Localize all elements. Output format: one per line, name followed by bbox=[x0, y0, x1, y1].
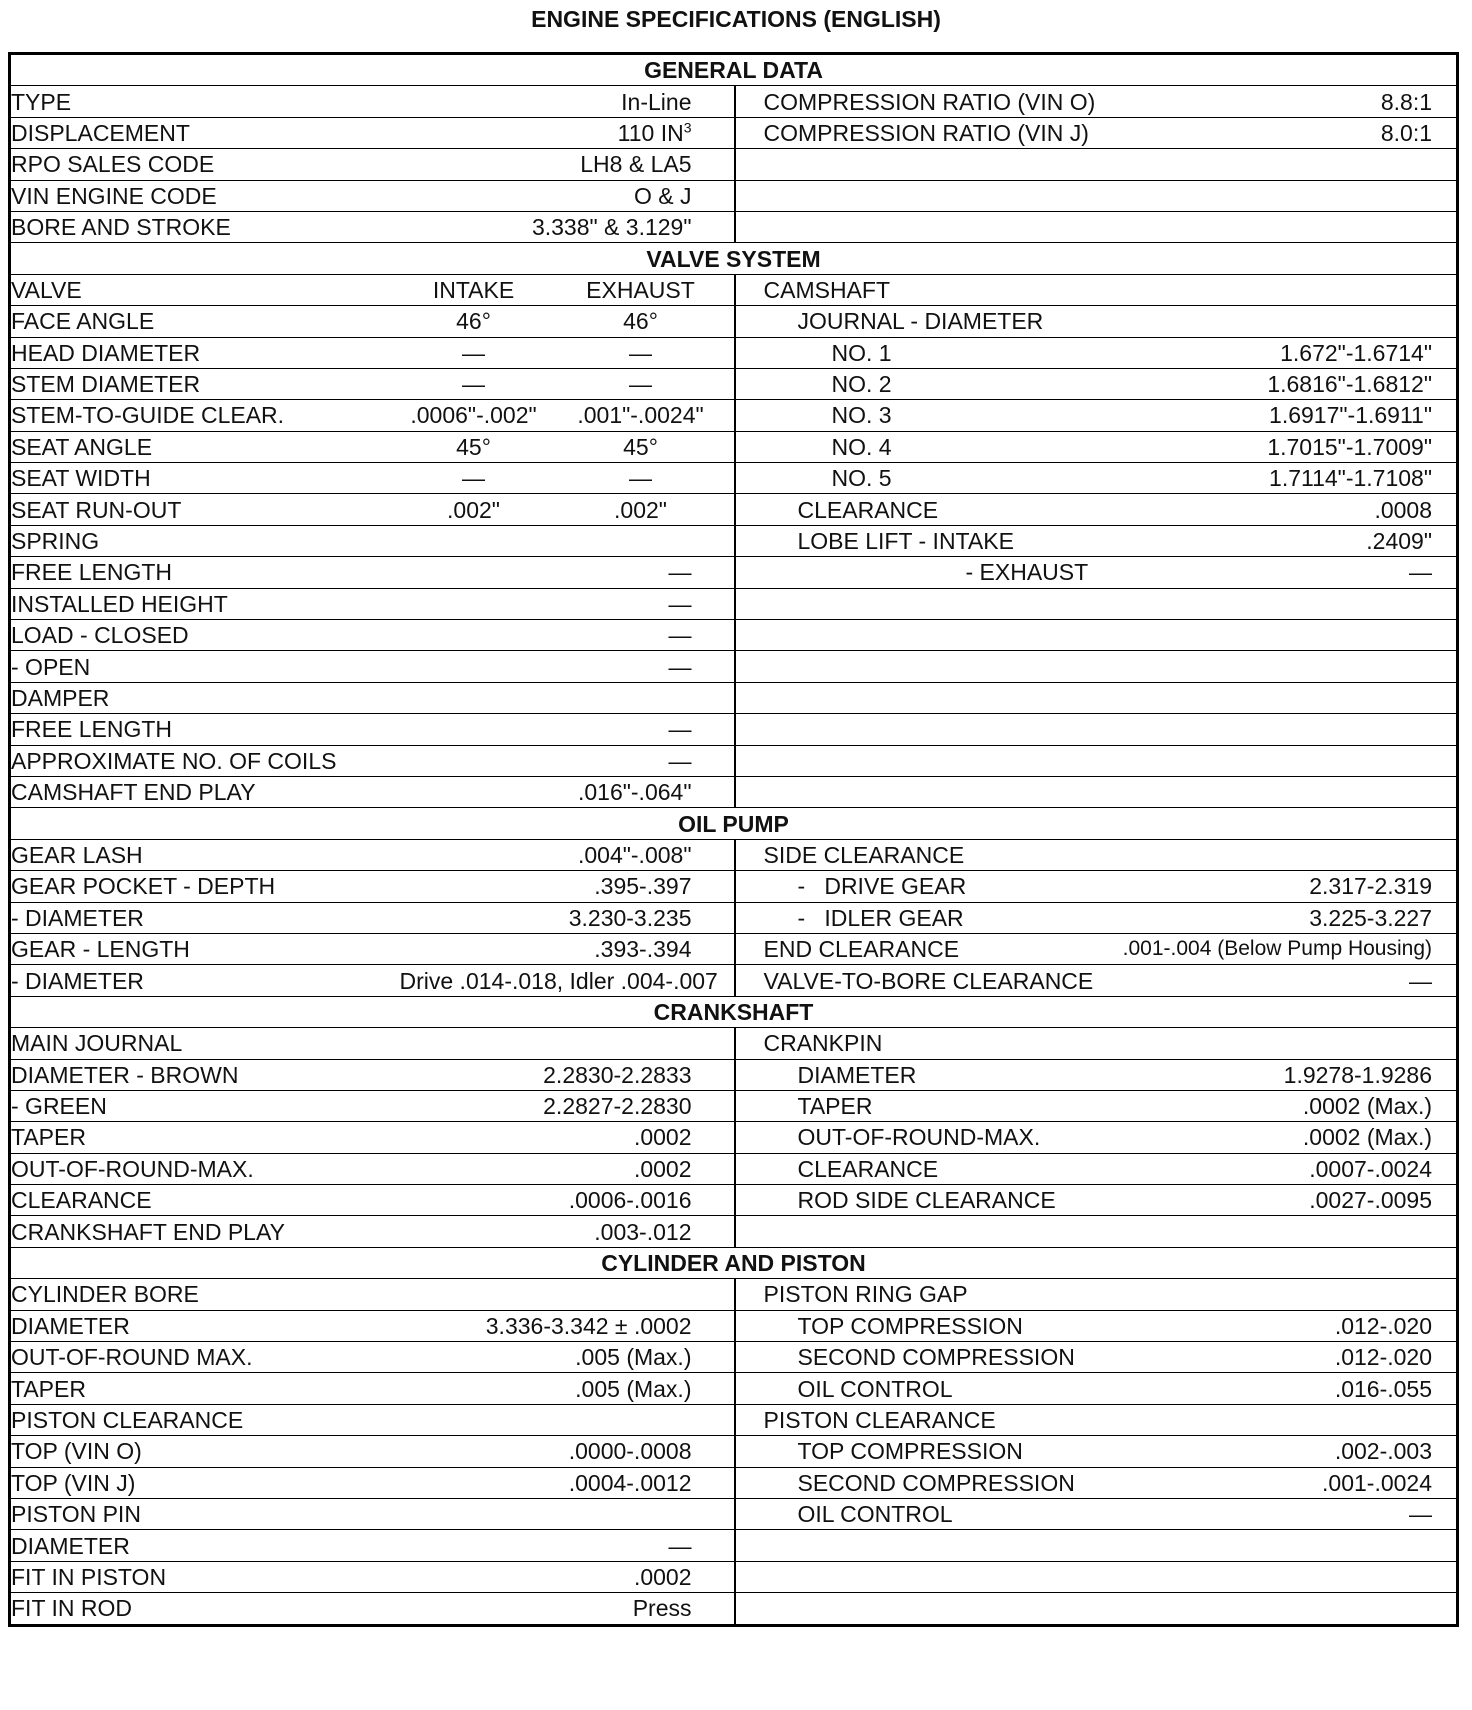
section-header-cylinder bbox=[10, 1247, 1458, 1278]
section-header-oil-pump bbox=[10, 808, 1458, 839]
row-value: .016"-.064" bbox=[400, 776, 735, 807]
row-label: FIT IN PISTON bbox=[10, 1561, 400, 1592]
row-label: OUT-OF-ROUND-MAX. bbox=[797, 1124, 1041, 1151]
intake-value: 45° bbox=[400, 431, 548, 462]
exhaust-value: — bbox=[548, 463, 735, 494]
table-row bbox=[10, 211, 1458, 242]
row-label: ROD SIDE CLEARANCE bbox=[797, 1187, 1056, 1214]
right-cell bbox=[735, 1028, 1458, 1059]
table-row bbox=[10, 149, 1458, 180]
row-value: — bbox=[400, 745, 735, 776]
row-label: SIDE CLEARANCE bbox=[763, 841, 965, 868]
row-value: .0027-.0095 bbox=[1309, 1187, 1433, 1214]
row-label: BORE AND STROKE bbox=[10, 211, 400, 242]
row-label: FREE LENGTH bbox=[10, 557, 400, 588]
exhaust-value: — bbox=[548, 368, 735, 399]
row-label: OIL CONTROL bbox=[797, 1501, 953, 1528]
row-value: 3.225-3.227 bbox=[1309, 904, 1433, 931]
column-header-exhaust: EXHAUST bbox=[548, 274, 735, 305]
table-row bbox=[10, 1216, 1458, 1247]
right-cell bbox=[735, 494, 1458, 525]
row-label: JOURNAL - DIAMETER bbox=[797, 308, 1044, 335]
right-cell bbox=[735, 1373, 1458, 1404]
right-cell bbox=[735, 337, 1458, 368]
row-value: 3.336-3.342 ± .0002 bbox=[400, 1310, 735, 1341]
table-row bbox=[10, 620, 1458, 651]
row-value: 8.8:1 bbox=[1380, 88, 1433, 115]
row-label: CLEARANCE bbox=[10, 1185, 400, 1216]
row-label: TAPER bbox=[797, 1093, 873, 1120]
row-value: 3.230-3.235 bbox=[400, 902, 735, 933]
page-title: ENGINE SPECIFICATIONS (ENGLISH) bbox=[531, 6, 941, 32]
row-label: SEAT WIDTH bbox=[10, 463, 400, 494]
row-label: MAIN JOURNAL bbox=[10, 1028, 400, 1059]
empty-cell bbox=[735, 149, 1458, 180]
row-value: 1.6917"-1.6911" bbox=[1269, 402, 1433, 429]
unit-superscript: 3 bbox=[683, 119, 692, 136]
row-label: - IDLER GEAR bbox=[797, 904, 964, 931]
row-label: FACE ANGLE bbox=[10, 306, 400, 337]
row-label: SECOND COMPRESSION bbox=[797, 1344, 1075, 1371]
table-row bbox=[10, 902, 1458, 933]
section-title: CRANKSHAFT bbox=[10, 996, 1458, 1027]
table-row bbox=[10, 1153, 1458, 1184]
row-label: CLEARANCE bbox=[797, 496, 939, 523]
row-label: CAMSHAFT END PLAY bbox=[10, 776, 400, 807]
row-label: HEAD DIAMETER bbox=[10, 337, 400, 368]
row-label: - GREEN bbox=[10, 1090, 400, 1121]
table-row bbox=[10, 1310, 1458, 1341]
row-label: OUT-OF-ROUND-MAX. bbox=[10, 1153, 400, 1184]
right-cell bbox=[735, 1436, 1458, 1467]
row-label: DIAMETER bbox=[797, 1061, 917, 1088]
row-label: CRANKSHAFT END PLAY bbox=[10, 1216, 400, 1247]
row-value: .003-.012 bbox=[400, 1216, 735, 1247]
table-row bbox=[10, 1090, 1458, 1121]
row-label: RPO SALES CODE bbox=[10, 149, 400, 180]
table-row bbox=[10, 1342, 1458, 1373]
row-value: O & J bbox=[400, 180, 735, 211]
row-label: CAMSHAFT bbox=[763, 276, 890, 303]
row-label: - OPEN bbox=[10, 651, 400, 682]
row-label: GEAR POCKET - DEPTH bbox=[10, 871, 400, 902]
row-value: — bbox=[1409, 967, 1433, 994]
empty-cell bbox=[735, 651, 1458, 682]
row-value: .005 (Max.) bbox=[400, 1342, 735, 1373]
right-cell bbox=[735, 1059, 1458, 1090]
row-value: 1.7114"-1.7108" bbox=[1269, 465, 1433, 492]
empty-cell bbox=[735, 1561, 1458, 1592]
right-cell bbox=[735, 117, 1458, 148]
row-label: OIL CONTROL bbox=[797, 1375, 953, 1402]
right-cell bbox=[735, 1467, 1458, 1498]
row-label: TOP COMPRESSION bbox=[797, 1312, 1023, 1339]
table-row bbox=[10, 400, 1458, 431]
row-value: .0002 bbox=[400, 1122, 735, 1153]
table-row bbox=[10, 776, 1458, 807]
row-value: .0000-.0008 bbox=[400, 1436, 735, 1467]
row-value: .0002 bbox=[400, 1561, 735, 1592]
table-row bbox=[10, 525, 1458, 556]
row-value: — bbox=[400, 714, 735, 745]
row-label: NO. 5 bbox=[831, 465, 892, 492]
right-cell bbox=[735, 871, 1458, 902]
row-label: DIAMETER bbox=[10, 1310, 400, 1341]
section-title: GENERAL DATA bbox=[10, 54, 1458, 86]
table-row bbox=[10, 1530, 1458, 1561]
right-cell bbox=[735, 1498, 1458, 1529]
right-cell bbox=[735, 1279, 1458, 1310]
row-value: .002-.003 bbox=[1334, 1438, 1433, 1465]
right-cell bbox=[735, 400, 1458, 431]
row-value: Press bbox=[400, 1593, 735, 1625]
exhaust-value: .002" bbox=[548, 494, 735, 525]
row-label: CYLINDER BORE bbox=[10, 1279, 400, 1310]
table-row bbox=[10, 1436, 1458, 1467]
row-label: DIAMETER bbox=[10, 1530, 400, 1561]
table-row bbox=[10, 180, 1458, 211]
table-row bbox=[10, 1028, 1458, 1059]
row-value: In-Line bbox=[400, 86, 735, 117]
right-cell bbox=[735, 1153, 1458, 1184]
right-cell bbox=[735, 839, 1458, 870]
right-cell bbox=[735, 431, 1458, 462]
empty-cell bbox=[735, 620, 1458, 651]
row-label: SEAT RUN-OUT bbox=[10, 494, 400, 525]
row-value: 2.317-2.319 bbox=[1309, 873, 1433, 900]
table-row bbox=[10, 965, 1458, 996]
row-value: .005 (Max.) bbox=[400, 1373, 735, 1404]
row-label: - DIAMETER bbox=[10, 965, 400, 996]
intake-value: 46° bbox=[400, 306, 548, 337]
right-cell bbox=[735, 1342, 1458, 1373]
table-row bbox=[10, 1498, 1458, 1529]
row-label: - DRIVE GEAR bbox=[797, 873, 967, 900]
row-value: .012-.020 bbox=[1334, 1312, 1433, 1339]
row-label: - DIAMETER bbox=[10, 902, 400, 933]
exhaust-value: 45° bbox=[548, 431, 735, 462]
row-label: TOP COMPRESSION bbox=[797, 1438, 1023, 1465]
row-label: LOAD - CLOSED bbox=[10, 620, 400, 651]
row-value: 1.672"-1.6714" bbox=[1280, 339, 1433, 366]
table-row bbox=[10, 1185, 1458, 1216]
row-label: TOP (VIN J) bbox=[10, 1467, 400, 1498]
table-row bbox=[10, 463, 1458, 494]
row-value: .012-.020 bbox=[1334, 1344, 1433, 1371]
row-value: 1.6816"-1.6812" bbox=[1267, 371, 1433, 398]
row-value: .0002 (Max.) bbox=[1302, 1124, 1433, 1151]
intake-value: — bbox=[400, 337, 548, 368]
table-row bbox=[10, 1467, 1458, 1498]
table-row bbox=[10, 431, 1458, 462]
row-label: CRANKPIN bbox=[763, 1030, 883, 1057]
table-row bbox=[10, 871, 1458, 902]
row-label: FREE LENGTH bbox=[10, 714, 400, 745]
row-value: .0008 bbox=[1374, 496, 1433, 523]
row-value: 1.7015"-1.7009" bbox=[1267, 433, 1433, 460]
row-label: DAMPER bbox=[10, 682, 400, 713]
row-label: NO. 3 bbox=[831, 402, 892, 429]
row-value: .393-.394 bbox=[400, 933, 735, 964]
table-row bbox=[10, 306, 1458, 337]
row-value: — bbox=[400, 588, 735, 619]
row-label: - EXHAUST bbox=[965, 559, 1089, 586]
table-row bbox=[10, 1593, 1458, 1625]
right-cell bbox=[735, 1122, 1458, 1153]
table-row bbox=[10, 337, 1458, 368]
row-value: 1.9278-1.9286 bbox=[1283, 1061, 1433, 1088]
row-value: .395-.397 bbox=[400, 871, 735, 902]
row-value: Drive .014-.018, Idler .004-.007 bbox=[400, 965, 735, 996]
table-row bbox=[10, 86, 1458, 117]
table-row bbox=[10, 588, 1458, 619]
section-title: VALVE SYSTEM bbox=[10, 243, 1458, 274]
row-value: .016-.055 bbox=[1334, 1375, 1433, 1402]
table-row bbox=[10, 1122, 1458, 1153]
empty-cell bbox=[735, 714, 1458, 745]
row-value: — bbox=[400, 620, 735, 651]
row-value: .2409" bbox=[1366, 528, 1433, 555]
right-cell bbox=[735, 1185, 1458, 1216]
table-row bbox=[10, 557, 1458, 588]
empty-cell bbox=[400, 525, 735, 556]
row-label: GEAR - LENGTH bbox=[10, 933, 400, 964]
empty-cell bbox=[400, 1498, 735, 1529]
right-cell bbox=[735, 1310, 1458, 1341]
right-cell bbox=[735, 368, 1458, 399]
table-row bbox=[10, 274, 1458, 305]
empty-cell bbox=[735, 180, 1458, 211]
table-row bbox=[10, 117, 1458, 148]
row-value: .001-.004 (Below Pump Housing) bbox=[1122, 937, 1433, 961]
row-label: VIN ENGINE CODE bbox=[10, 180, 400, 211]
empty-cell bbox=[735, 745, 1458, 776]
exhaust-value: — bbox=[548, 337, 735, 368]
row-label: TOP (VIN O) bbox=[10, 1436, 400, 1467]
row-value: .0002 (Max.) bbox=[1302, 1093, 1433, 1120]
row-value: LH8 & LA5 bbox=[400, 149, 735, 180]
row-label: SEAT ANGLE bbox=[10, 431, 400, 462]
row-value: 2.2830-2.2833 bbox=[400, 1059, 735, 1090]
row-label: APPROXIMATE NO. OF COILS bbox=[10, 745, 400, 776]
row-label: TAPER bbox=[10, 1122, 400, 1153]
row-label: CLEARANCE bbox=[797, 1155, 939, 1182]
row-label: STEM-TO-GUIDE CLEAR. bbox=[10, 400, 400, 431]
engine-spec-table bbox=[8, 52, 1459, 1627]
table-row bbox=[10, 1404, 1458, 1435]
row-value: — bbox=[400, 1530, 735, 1561]
row-value-cell bbox=[400, 117, 735, 148]
intake-value: .0006"-.002" bbox=[400, 400, 548, 431]
row-label: VALVE-TO-BORE CLEARANCE bbox=[763, 967, 1094, 994]
column-header-intake: INTAKE bbox=[400, 274, 548, 305]
row-value: .0006-.0016 bbox=[400, 1185, 735, 1216]
row-label: VALVE bbox=[10, 274, 400, 305]
row-value: 3.338" & 3.129" bbox=[400, 211, 735, 242]
right-cell bbox=[735, 525, 1458, 556]
empty-cell bbox=[735, 211, 1458, 242]
empty-cell bbox=[735, 1216, 1458, 1247]
row-value: 2.2827-2.2830 bbox=[400, 1090, 735, 1121]
table-row bbox=[10, 839, 1458, 870]
row-label: STEM DIAMETER bbox=[10, 368, 400, 399]
empty-cell bbox=[400, 1028, 735, 1059]
empty-cell bbox=[735, 682, 1458, 713]
row-label: LOBE LIFT - INTAKE bbox=[797, 528, 1014, 555]
section-title: CYLINDER AND PISTON bbox=[10, 1247, 1458, 1278]
exhaust-value: 46° bbox=[548, 306, 735, 337]
row-label: PISTON CLEARANCE bbox=[763, 1406, 996, 1433]
row-value: — bbox=[400, 651, 735, 682]
row-label: NO. 4 bbox=[831, 433, 892, 460]
row-label: TYPE bbox=[10, 86, 400, 117]
empty-cell bbox=[735, 1593, 1458, 1625]
empty-cell bbox=[400, 682, 735, 713]
section-header-valve bbox=[10, 243, 1458, 274]
table-row bbox=[10, 682, 1458, 713]
right-cell bbox=[735, 86, 1458, 117]
row-label: SPRING bbox=[10, 525, 400, 556]
row-value: — bbox=[400, 557, 735, 588]
row-label: OUT-OF-ROUND MAX. bbox=[10, 1342, 400, 1373]
right-cell bbox=[735, 463, 1458, 494]
table-row bbox=[10, 745, 1458, 776]
empty-cell bbox=[735, 588, 1458, 619]
exhaust-value: .001"-.0024" bbox=[548, 400, 735, 431]
row-value: .0002 bbox=[400, 1153, 735, 1184]
row-value: — bbox=[1409, 559, 1433, 586]
table-row bbox=[10, 1373, 1458, 1404]
row-value: 8.0:1 bbox=[1380, 119, 1433, 146]
row-label: COMPRESSION RATIO (VIN J) bbox=[763, 119, 1089, 146]
section-header-general bbox=[10, 54, 1458, 86]
section-header-crankshaft bbox=[10, 996, 1458, 1027]
row-label: PISTON PIN bbox=[10, 1498, 400, 1529]
right-cell bbox=[735, 902, 1458, 933]
row-label: GEAR LASH bbox=[10, 839, 400, 870]
right-cell bbox=[735, 557, 1458, 588]
right-cell bbox=[735, 1090, 1458, 1121]
row-label: FIT IN ROD bbox=[10, 1593, 400, 1625]
row-label: DIAMETER - BROWN bbox=[10, 1059, 400, 1090]
row-value: 110 IN bbox=[617, 119, 684, 146]
row-value: .001-.0024 bbox=[1322, 1469, 1433, 1496]
table-row bbox=[10, 714, 1458, 745]
right-cell bbox=[735, 965, 1458, 996]
table-row bbox=[10, 651, 1458, 682]
table-row bbox=[10, 368, 1458, 399]
row-label: PISTON CLEARANCE bbox=[10, 1404, 400, 1435]
row-label: NO. 1 bbox=[831, 339, 892, 366]
row-label: NO. 2 bbox=[831, 371, 892, 398]
table-row bbox=[10, 494, 1458, 525]
table-row bbox=[10, 1279, 1458, 1310]
row-label: TAPER bbox=[10, 1373, 400, 1404]
section-title: OIL PUMP bbox=[10, 808, 1458, 839]
row-label: SECOND COMPRESSION bbox=[797, 1469, 1075, 1496]
empty-cell bbox=[735, 776, 1458, 807]
row-value: .004"-.008" bbox=[400, 839, 735, 870]
row-label: PISTON RING GAP bbox=[763, 1281, 968, 1308]
row-value: .0004-.0012 bbox=[400, 1467, 735, 1498]
table-row bbox=[10, 1059, 1458, 1090]
empty-cell bbox=[400, 1279, 735, 1310]
row-value: — bbox=[1409, 1501, 1433, 1528]
row-value: .0007-.0024 bbox=[1309, 1155, 1433, 1182]
row-label: DISPLACEMENT bbox=[10, 117, 400, 148]
right-cell bbox=[735, 306, 1458, 337]
right-cell bbox=[735, 933, 1458, 964]
intake-value: — bbox=[400, 463, 548, 494]
intake-value: .002" bbox=[400, 494, 548, 525]
empty-cell bbox=[400, 1404, 735, 1435]
table-row bbox=[10, 1561, 1458, 1592]
row-label: COMPRESSION RATIO (VIN O) bbox=[763, 88, 1096, 115]
empty-cell bbox=[735, 1530, 1458, 1561]
right-cell bbox=[735, 1404, 1458, 1435]
row-label: END CLEARANCE bbox=[763, 936, 960, 963]
right-cell bbox=[735, 274, 1458, 305]
row-label: INSTALLED HEIGHT bbox=[10, 588, 400, 619]
intake-value: — bbox=[400, 368, 548, 399]
table-row bbox=[10, 933, 1458, 964]
